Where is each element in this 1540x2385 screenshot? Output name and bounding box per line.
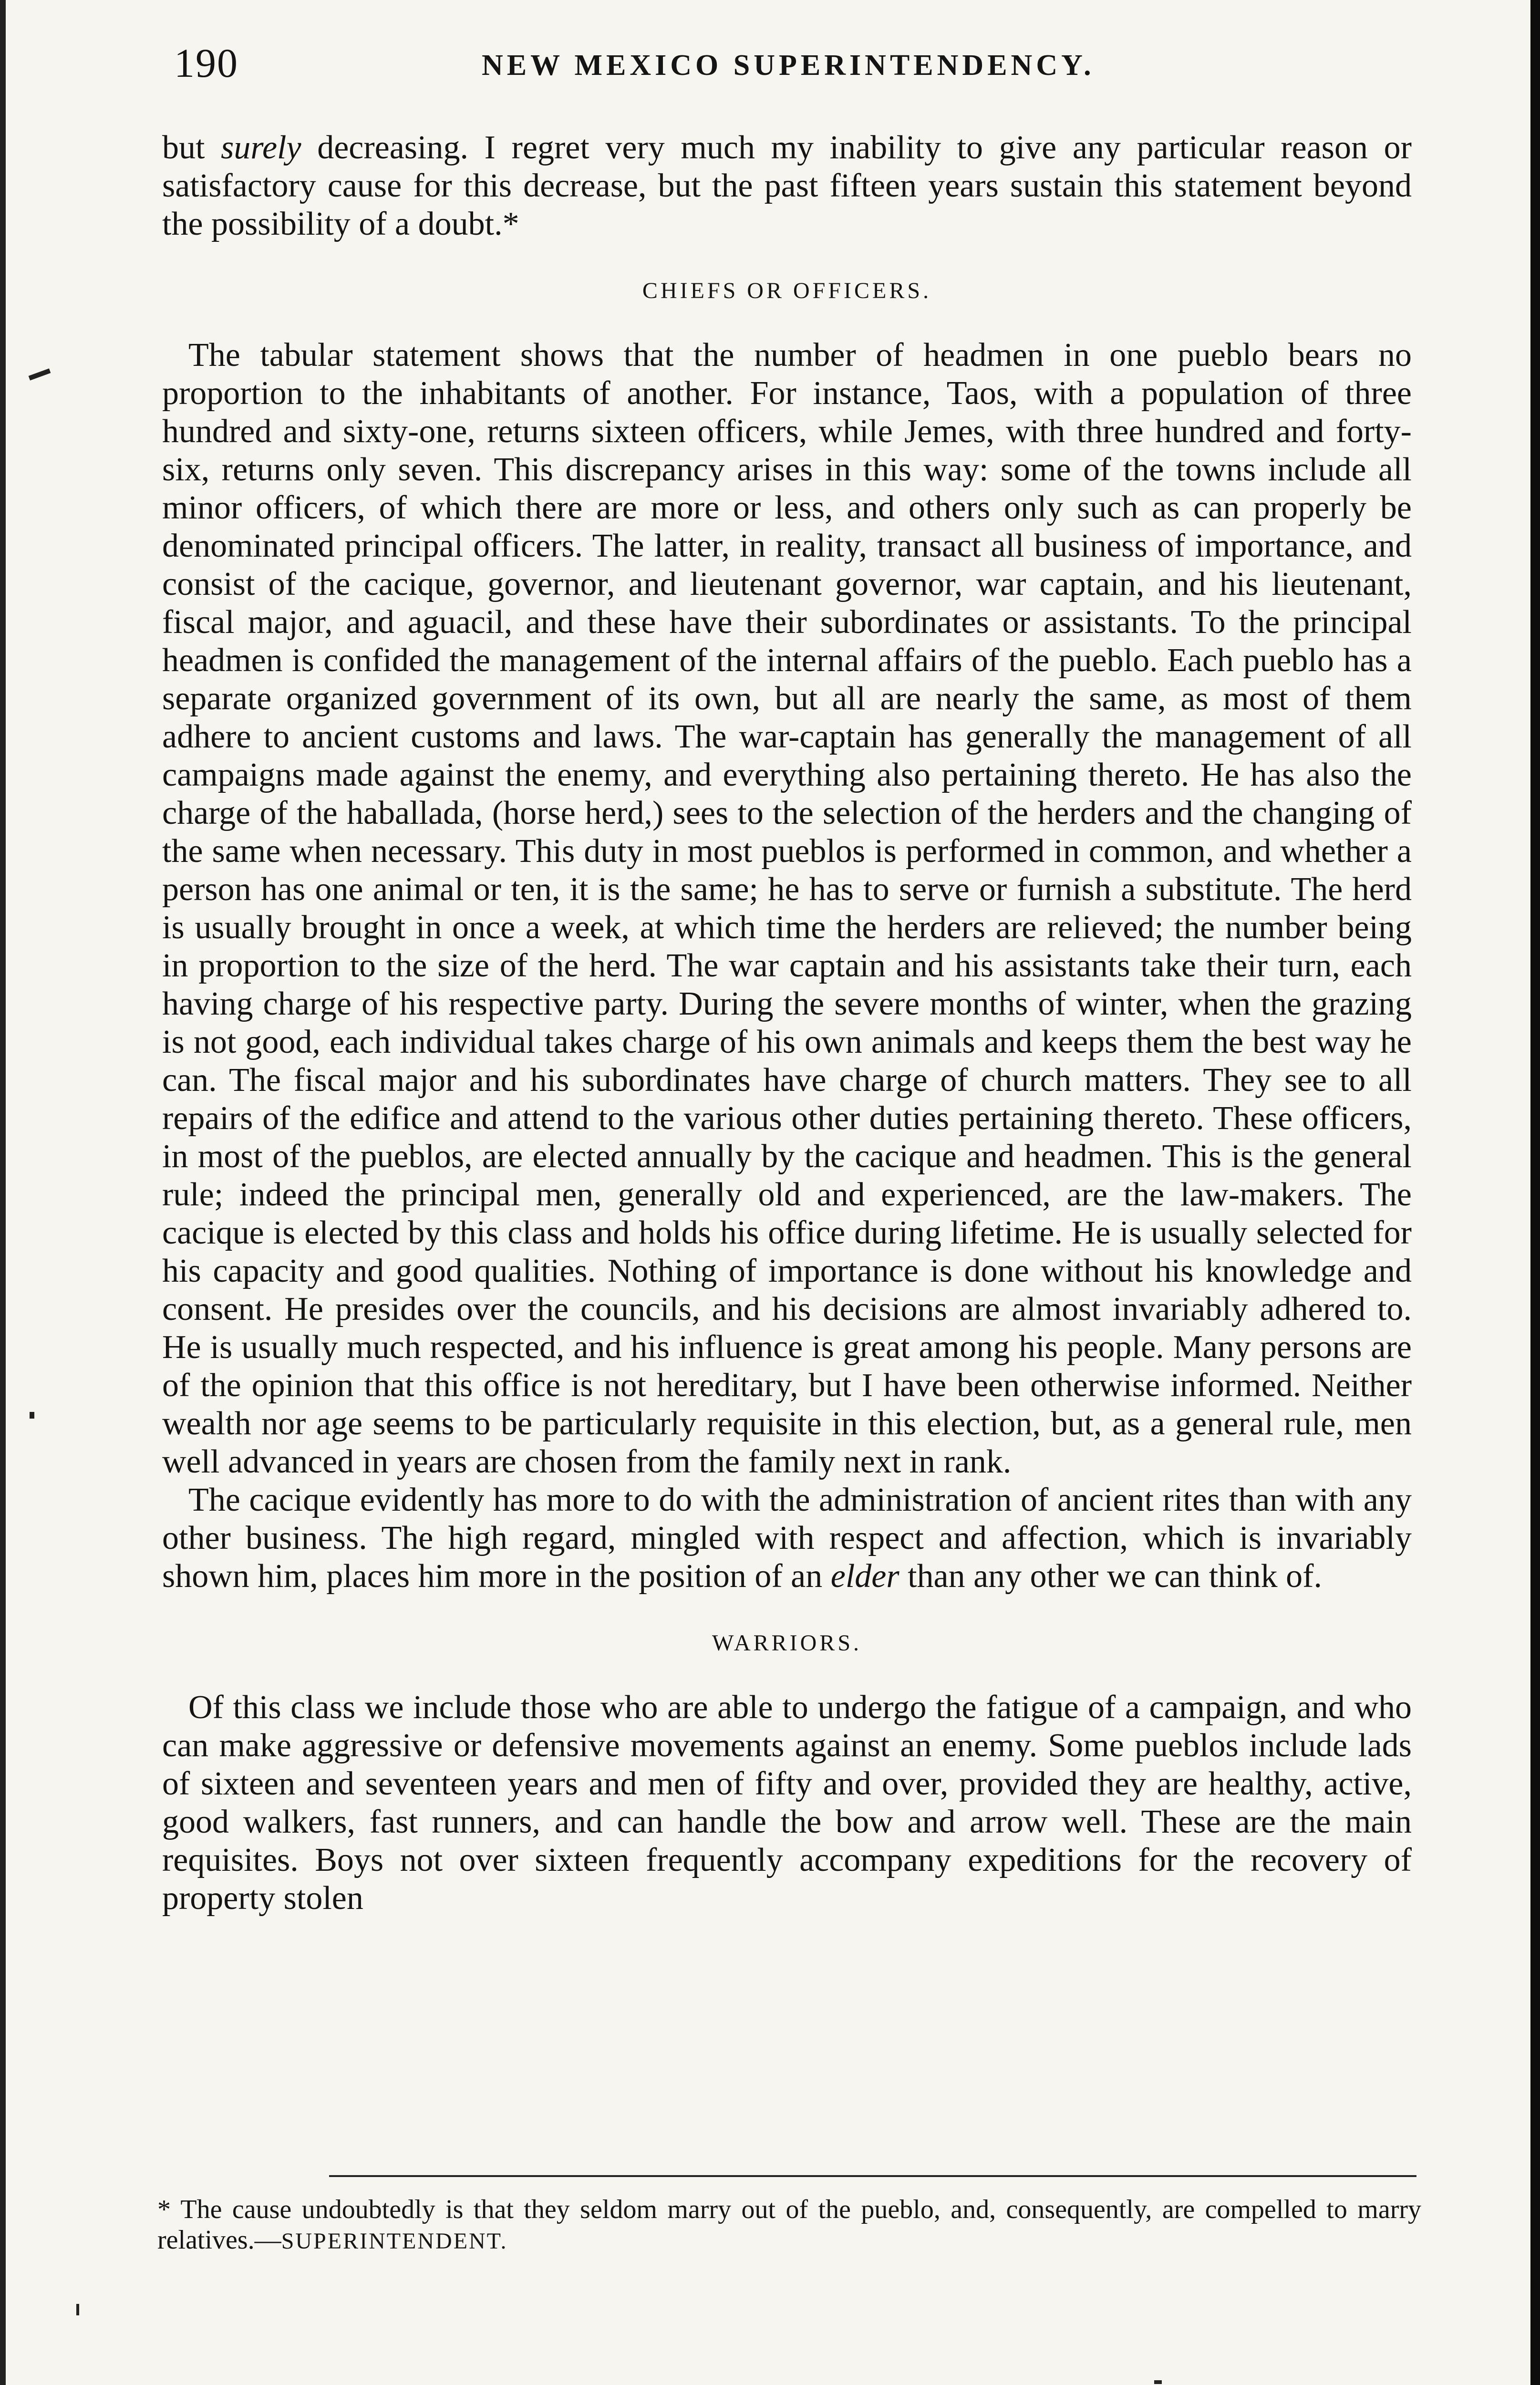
page-header: [162, 39, 1421, 96]
chiefs-p2-text-end: than any other we can think of.: [899, 1558, 1322, 1595]
margin-mark: [76, 2304, 79, 2315]
footnote: [157, 2194, 1421, 2257]
warriors-paragraph-1: Of this class we include those who are able to undergo the fatigue of a campaign, and who can make aggressive or defensive movements against an enemy. Some pueblos include lads of sixteen and seventeen years and men of fifty and over, provided they are healthy, active, good walkers, fast runners, and can handle the bow and arrow well. These are the main requisites. Boys not over sixteen frequently accompany expeditions for the recovery of property stolen: [162, 1689, 1412, 1917]
section-heading-warriors: WARRIORS.: [712, 1630, 862, 1656]
section-heading-chiefs: CHIEFS OR OFFICERS.: [642, 278, 932, 303]
scan-edge-right: [1530, 0, 1540, 2385]
margin-mark: [30, 1412, 34, 1419]
footnote-text: * The cause undoubtedly is that they seldom marry out of the pueblo, and, consequently, are compelled to marry relatives.—: [157, 2195, 1421, 2255]
chiefs-p2-text-start: The cacique evidently has more to do with the administration of ancient rites than with any other business. The high regard, mingled with respect and affection, which is invariably shown him, places him more in the position of an: [162, 1482, 1412, 1595]
footnote-signature: SUPERINTENDENT.: [281, 2229, 508, 2254]
footnote-rule: [329, 2175, 1416, 2177]
intro-paragraph: [162, 129, 1412, 243]
margin-mark: [29, 368, 51, 380]
chiefs-paragraph-1: The tabular statement shows that the number of headmen in one pueblo bears no proportion to the inhabitants of another. For instance, Taos, with a population of three hundred and sixty-one, returns sixteen officers, while Jemes, with three hundred and forty-six, returns only seven. This discrepancy arises in this way: some of the towns include all minor officers, of which there are more or less, and others only such as can properly be denominated principal officers. The latter, in reality, transact all business of importance, and consist of the cacique, governor, and lieutenant governor, war captain, and his lieutenant, fiscal major, and aguacil, and these have their subordinates or assistants. To the principal headmen is confided the management of the internal affairs of the pueblo. Each pueblo has a separate organized government of its own, but all are nearly the same, as most of them adhere to ancient customs and laws. The war-captain has generally the management of all campaigns made against the enemy, and everything also pertaining thereto. He has also the charge of the haballada, (horse herd,) sees to the selection of the herders and the changing of the same when necessary. This duty in most pueblos is performed in common, and whether a person has one animal or ten, it is the same; he has to serve or furnish a substitute. The herd is usually brought in once a week, at which time the herders are relieved; the number being in proportion to the size of the herd. The war captain and his assistants take their turn, each having charge of his respective party. During the severe months of winter, when the grazing is not good, each individual takes charge of his own animals and keeps them the best way he can. The fiscal major and his subordinates have charge of church matters. They see to all repairs of the edifice and attend to the various other duties pertaining thereto. These officers, in most of the pueblos, are elected annually by the cacique and headmen. This is the general rule; indeed the principal men, generally old and experienced, are the law-makers. The cacique is elected by this class and holds his office during lifetime. He is usually selected for his capacity and good qualities. Nothing of importance is done without his knowledge and consent. He presides over the councils, and his decisions are almost invariably adhered to. He is usually much respected, and his influence is great among his people. Many persons are of the opinion that this office is not hereditary, but I have been otherwise informed. Neither wealth nor age seems to be particularly requisite in this election, but, as a general rule, men well advanced in years are chosen from the family next in rank.: [162, 337, 1412, 1480]
scan-edge-left: [0, 0, 6, 2385]
intro-text-end: decreasing. I regret very much my inability to give any particular reason or satisfactory cause for this decrease, but the past fifteen years sustain this statement beyond the possibility of a doubt.*: [162, 129, 1412, 242]
intro-emphasis: surely: [221, 129, 301, 166]
chiefs-p2-emphasis: elder: [830, 1558, 899, 1595]
margin-mark: [1154, 2380, 1162, 2384]
intro-text-start: but: [162, 129, 221, 166]
page-body: [162, 129, 1412, 1918]
page-number: 190: [174, 40, 238, 86]
running-head: NEW MEXICO SUPERINTENDENCY.: [482, 49, 1095, 82]
chiefs-paragraph-2: [162, 1481, 1412, 1596]
